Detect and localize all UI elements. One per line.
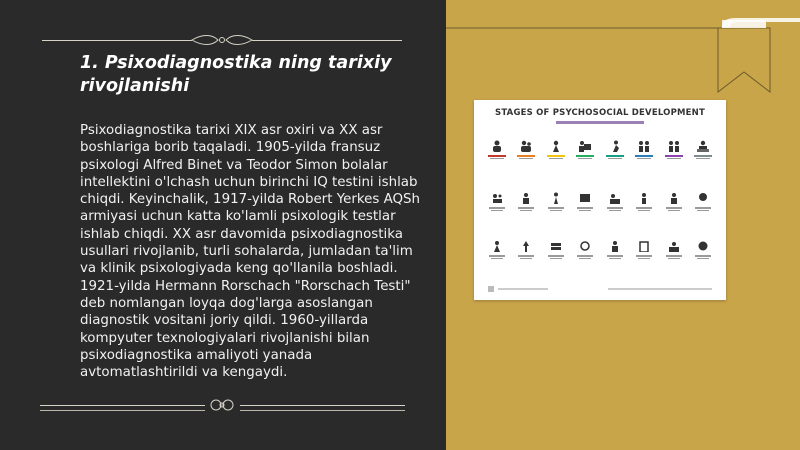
- poster-cell: [692, 140, 714, 160]
- bottom-divider-left: [40, 405, 205, 406]
- poster-cell: [663, 140, 685, 160]
- person-icon: [519, 240, 533, 252]
- bottom-flourish-icon: [200, 396, 244, 414]
- person-icon: [608, 140, 622, 152]
- poster-cell: [515, 140, 537, 160]
- poster-row-3: [486, 240, 714, 260]
- person-icon: [608, 240, 622, 252]
- poster-cell: [692, 240, 714, 260]
- top-divider-right: [252, 40, 402, 41]
- person-icon: [519, 140, 533, 152]
- poster-cell: [545, 240, 567, 260]
- person-icon: [490, 192, 504, 204]
- slide-title: 1. Psixodiagnostika ning tarixiy rivojlanishi: [80, 53, 392, 96]
- poster-cell: [604, 240, 626, 260]
- poster-cell: [633, 240, 655, 260]
- person-icon: [667, 140, 681, 152]
- person-icon: [578, 140, 592, 152]
- poster-cell: [692, 192, 714, 212]
- poster-cell: [604, 140, 626, 160]
- poster-row-1: [486, 140, 714, 160]
- person-icon: [549, 140, 563, 152]
- psychosocial-stages-poster: [474, 100, 726, 300]
- poster-footer-graphic: [488, 285, 712, 293]
- bottom-divider-right-2: [240, 410, 405, 411]
- poster-cell: [486, 192, 508, 212]
- person-icon: [637, 140, 651, 152]
- person-icon: [667, 192, 681, 204]
- person-icon: [578, 240, 592, 252]
- person-icon: [696, 240, 710, 252]
- poster-row-2: [486, 192, 714, 212]
- poster-cell: [486, 240, 508, 260]
- person-icon: [637, 192, 651, 204]
- person-icon: [490, 140, 504, 152]
- poster-cell: [574, 240, 596, 260]
- poster-cell: [604, 192, 626, 212]
- bookmark-ribbon-icon: [446, 0, 800, 100]
- poster-cell: [545, 140, 567, 160]
- bottom-divider-left-2: [40, 410, 205, 411]
- poster-cell: [486, 140, 508, 160]
- top-flourish-icon: [190, 32, 254, 48]
- person-icon: [696, 140, 710, 152]
- poster-cell: [574, 140, 596, 160]
- top-divider-left: [42, 40, 192, 41]
- person-icon: [519, 192, 533, 204]
- poster-title: STAGES OF PSYCHOSOCIAL DEVELOPMENT: [495, 108, 705, 118]
- person-icon: [637, 240, 651, 252]
- poster-cell: [663, 240, 685, 260]
- poster-cell: [574, 192, 596, 212]
- poster-subtitle-graphic: [474, 120, 726, 126]
- person-icon: [549, 240, 563, 252]
- person-icon: [667, 240, 681, 252]
- poster-cell: [545, 192, 567, 212]
- person-icon: [578, 192, 592, 204]
- person-icon: [608, 192, 622, 204]
- slide-body-text: Psixodiagnostika tarixi XIX asr oxiri va XX asr boshlariga borib taqaladi. 1905-yilda fransuz psixologi Alfred Binet va Teodor Simon bolalar intellektini o'lchash uchun birinchi IQ testini ishlab chiqdi. Keyinchalik, 1917-yilda Robert Yerkes AQSh armiyasi uchun katta ko'lamli psixologik testlar ishlab chiqdi. XX asr davomida psixodiagnostika usullari rivojlanib, turli sohalarda, jumladan ta'lim va klinik psixologiyada keng qo'llanila boshladi. 1921-yilda Hermann Rorschach "Rorschach Testi" deb nomlangan loyqa dog'larga asoslangan diagnostik vositani joriy qildi. 1960-yillarda kompyuter texnologiyalari rivojlanishi bilan psixodiagnostika amaliyoti yanada avtomatlashtirildi va kengaydi.: [80, 123, 421, 381]
- person-icon: [696, 192, 710, 204]
- poster-cell: [515, 192, 537, 212]
- poster-cell: [663, 192, 685, 212]
- bottom-divider-right: [240, 405, 405, 406]
- person-icon: [549, 192, 563, 204]
- person-icon: [490, 240, 504, 252]
- poster-cell: [515, 240, 537, 260]
- poster-cell: [633, 192, 655, 212]
- poster-cell: [633, 140, 655, 160]
